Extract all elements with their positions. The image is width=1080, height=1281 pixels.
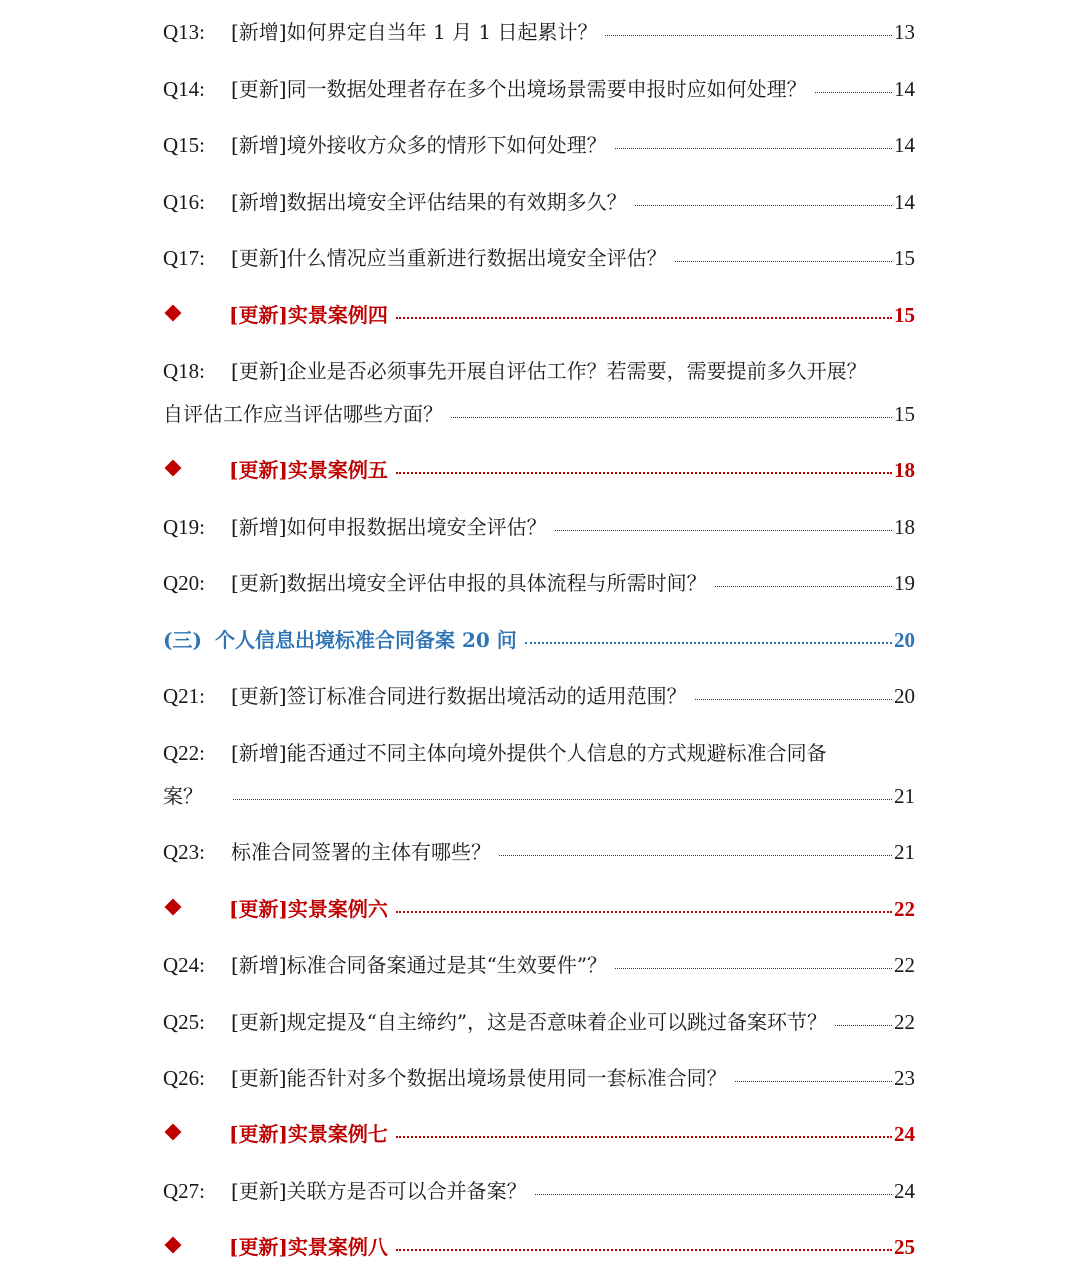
page-number: 20 [894,628,915,652]
dot-leader [396,1249,892,1251]
dot-leader [835,1025,892,1026]
dot-leader [615,968,892,969]
toc-entry-q25[interactable] [163,1010,915,1034]
page-number: 24 [894,1179,915,1203]
toc-entry-q26[interactable] [163,1066,915,1090]
question-number: Q23: [163,840,205,864]
dot-leader [499,855,892,856]
page-number: 14 [894,133,915,157]
toc-entry-q24[interactable] [163,953,915,977]
dot-leader [233,799,892,800]
dot-leader [695,699,892,700]
entry-title: [新增]能否通过不同主体向境外提供个人信息的方式规避标准合同备 [231,741,827,765]
toc-entry-q15[interactable] [163,133,915,157]
dot-leader [396,472,892,474]
page-number: 25 [894,1235,915,1259]
entry-title: [更新]实景案例八 [229,1235,388,1259]
page-number: 21 [894,784,915,808]
question-number: Q19: [163,515,205,539]
question-number: Q26: [163,1066,205,1090]
diamond-bullet-icon [165,899,182,916]
diamond-bullet-icon [165,1124,182,1141]
page-number: 20 [894,684,915,708]
question-number: Q20: [163,571,205,595]
toc-entry-q27[interactable] [163,1179,915,1203]
page-number: 18 [894,515,915,539]
dot-leader [675,261,892,262]
toc-entry-q18[interactable] [163,359,915,383]
question-number: Q21: [163,684,205,708]
toc-section-3[interactable] [163,628,915,652]
entry-title: [新增]如何申报数据出境安全评估？ [231,515,547,539]
entry-title: [更新]规定提及“自主缔约”，这是否意味着企业可以跳过备案环节？ [231,1010,828,1034]
dot-leader [605,35,892,36]
entry-title: [更新]什么情况应当重新进行数据出境安全评估？ [231,246,667,270]
question-number: Q24: [163,953,205,977]
page-number: 14 [894,190,915,214]
entry-title: [更新]实景案例五 [229,458,388,482]
page-number: 21 [894,840,915,864]
entry-title: [新增]如何界定自当年 1 月 1 日起累计？ [231,20,598,44]
toc-entry-q22-continued[interactable] [163,784,915,808]
page-number: 13 [894,20,915,44]
dot-leader [396,317,892,319]
entry-title: [新增]标准合同备案通过是其“生效要件”？ [231,953,608,977]
page-number: 22 [894,953,915,977]
toc-entry-case-4[interactable] [163,303,915,327]
page-number: 19 [894,571,915,595]
dot-leader [715,586,892,587]
toc-entry-case-8[interactable] [163,1235,915,1259]
entry-title-continued: 案？ [163,784,203,808]
dot-leader [396,1136,892,1138]
dot-leader [735,1081,892,1082]
entry-title-continued: 自评估工作应当评估哪些方面？ [163,402,443,426]
dot-leader [555,530,892,531]
section-title: 个人信息出境标准合同备案 20 问 [215,628,517,652]
entry-title: [更新]实景案例四 [229,303,388,327]
toc-entry-q14[interactable] [163,77,915,101]
question-number: Q18: [163,359,205,383]
dot-leader [815,92,892,93]
dot-leader [525,642,892,644]
question-number: Q13: [163,20,205,44]
toc-entry-case-7[interactable] [163,1122,915,1146]
entry-title: [更新]能否针对多个数据出境场景使用同一套标准合同？ [231,1066,727,1090]
dot-leader [535,1194,892,1195]
toc-entry-q18-continued[interactable] [163,402,915,426]
dot-leader [396,911,892,913]
entry-title: [更新]实景案例七 [229,1122,388,1146]
page-number: 23 [894,1066,915,1090]
page-number: 14 [894,77,915,101]
entry-title: [更新]同一数据处理者存在多个出境场景需要申报时应如何处理？ [231,77,807,101]
toc-entry-q22[interactable] [163,741,915,765]
diamond-bullet-icon [165,305,182,322]
page-number: 22 [894,1010,915,1034]
question-number: Q27: [163,1179,205,1203]
toc-entry-case-5[interactable] [163,458,915,482]
entry-title: 标准合同签署的主体有哪些？ [231,840,491,864]
dot-leader [615,148,892,149]
entry-title: [更新]关联方是否可以合并备案？ [231,1179,527,1203]
page-number: 15 [894,303,915,327]
question-number: Q16: [163,190,205,214]
toc-entry-q13[interactable] [163,20,915,44]
toc-entry-case-6[interactable] [163,897,915,921]
question-number: Q15: [163,133,205,157]
toc-entry-q20[interactable] [163,571,915,595]
question-number: Q22: [163,741,205,765]
toc-entry-q16[interactable] [163,190,915,214]
page-number: 22 [894,897,915,921]
entry-title: [新增]境外接收方众多的情形下如何处理？ [231,133,607,157]
toc-entry-q21[interactable] [163,684,915,708]
entry-title: [更新]企业是否必须事先开展自评估工作？若需要，需要提前多久开展？ [231,359,867,383]
dot-leader [451,417,892,418]
entry-title: [更新]签订标准合同进行数据出境活动的适用范围？ [231,684,687,708]
dot-leader [635,205,892,206]
section-number: (三) [163,628,202,652]
question-number: Q25: [163,1010,205,1034]
toc-entry-q17[interactable] [163,246,915,270]
page-number: 18 [894,458,915,482]
question-number: Q17: [163,246,205,270]
toc-entry-q23[interactable] [163,840,915,864]
diamond-bullet-icon [165,1237,182,1254]
page-number: 15 [894,246,915,270]
page-number: 24 [894,1122,915,1146]
question-number: Q14: [163,77,205,101]
page-number: 15 [894,402,915,426]
entry-title: [新增]数据出境安全评估结果的有效期多久？ [231,190,627,214]
diamond-bullet-icon [165,460,182,477]
entry-title: [更新]数据出境安全评估申报的具体流程与所需时间？ [231,571,707,595]
entry-title: [更新]实景案例六 [229,897,388,921]
toc-entry-q19[interactable] [163,515,915,539]
